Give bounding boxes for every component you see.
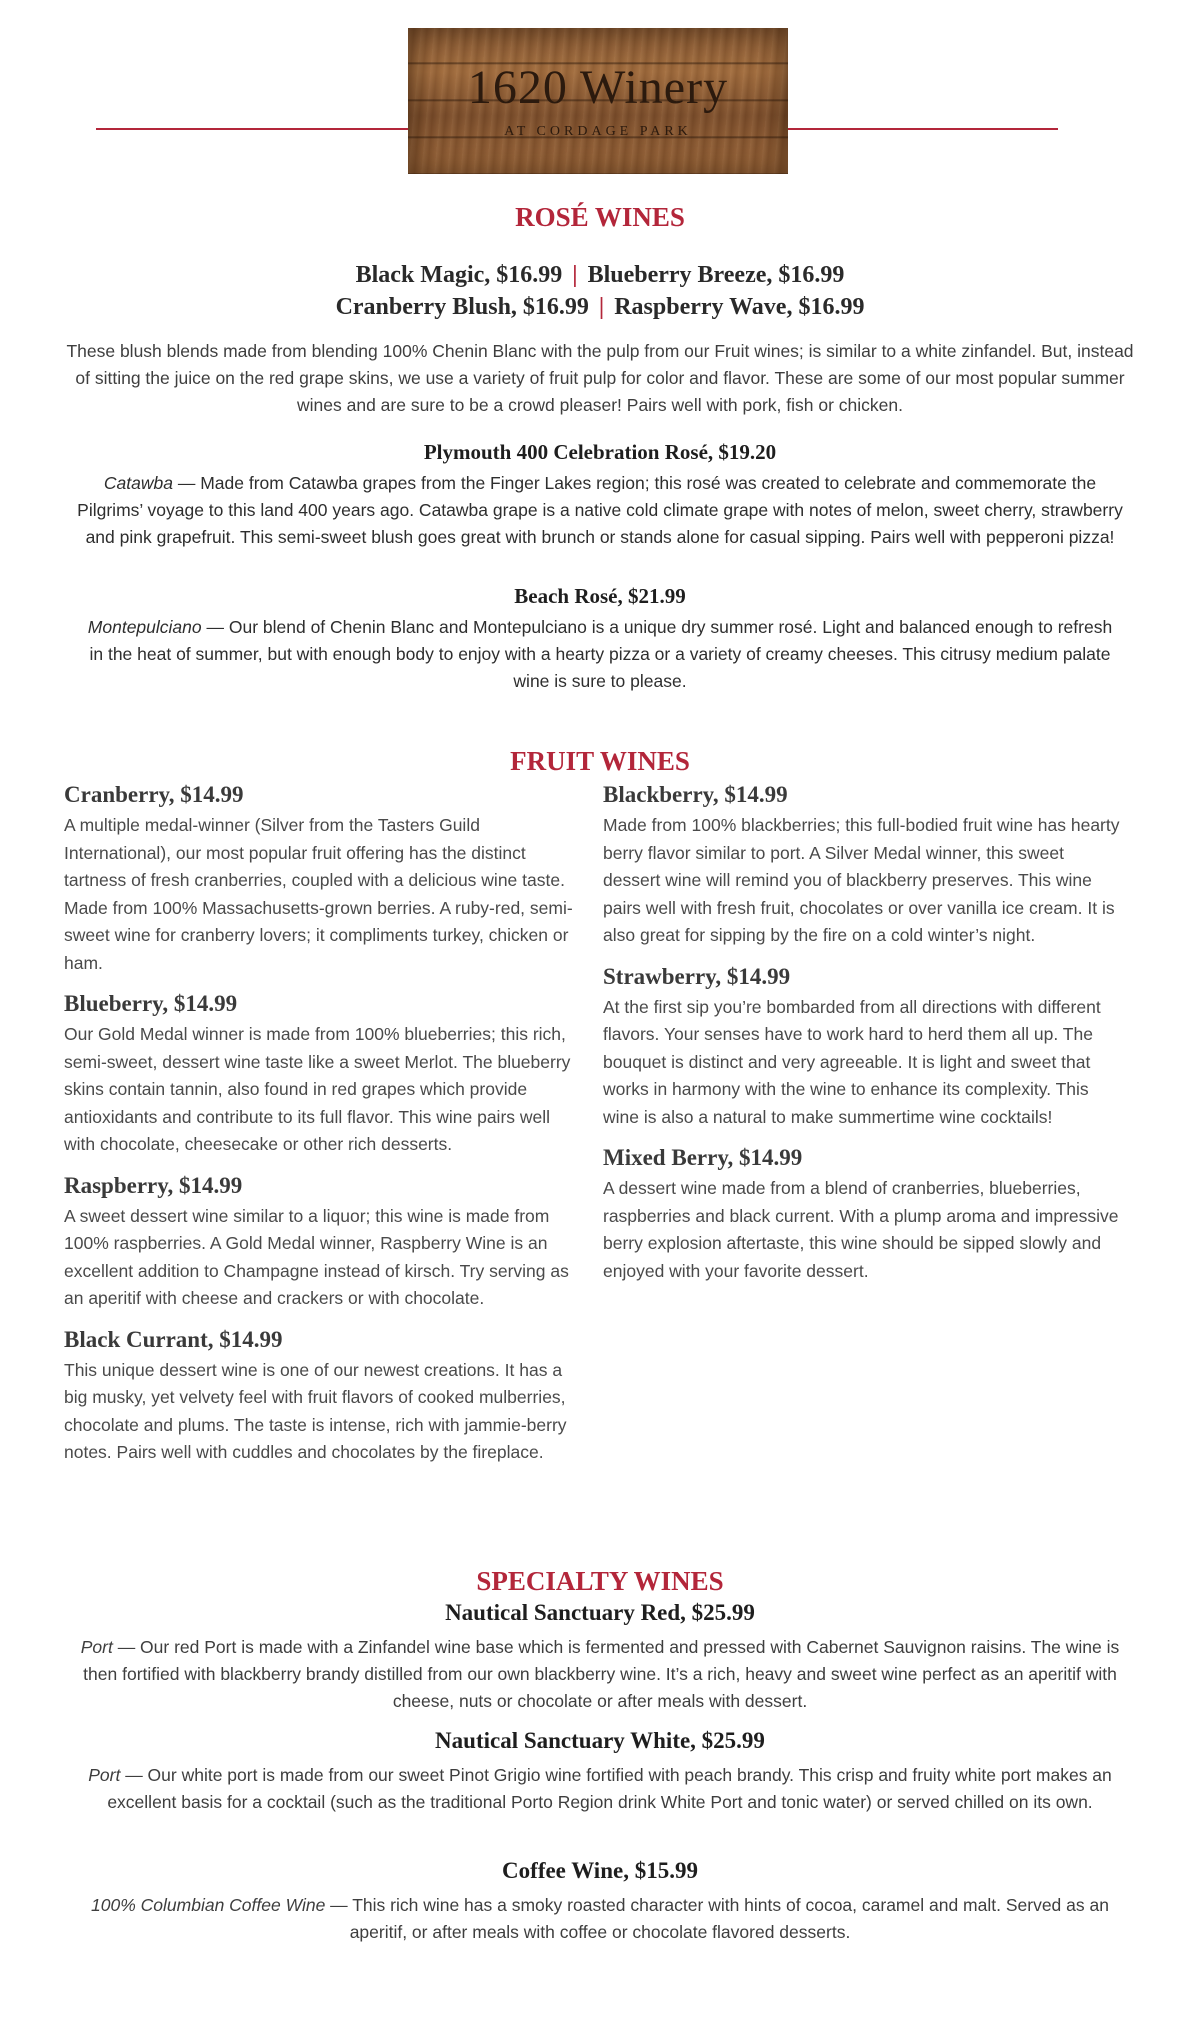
- fruit-section-title: FRUIT WINES: [510, 746, 690, 776]
- header: [0, 28, 1200, 174]
- coffee-wine-name: Coffee Wine, $15.99: [502, 1858, 698, 1883]
- winery-logo: [408, 28, 788, 174]
- fruit-wine-raspberry: [64, 1173, 584, 1313]
- wine-type: Port: [88, 1765, 121, 1785]
- wine-description: A sweet dessert wine similar to a liquor; this wine is made from 100% raspberries. A Gold Medal winner, Raspberry Wine is an excellent addition to Champagne instead of kirsch. Try serving as an aperitif with cheese and crackers or with chocolate.: [64, 1205, 569, 1308]
- description-text: — Our blend of Chenin Blanc and Montepulciano is a unique dry summer rosé. Light and balanced enough to refresh in the heat of summer, but with enough body to enjoy with a hearty pizza or a variety of creamy cheeses. This citrusy medium palate wine is sure to please.: [89, 617, 1113, 691]
- grape-variety: Catawba: [103, 473, 173, 493]
- description-text: — Our red Port is made with a Zinfandel wine base which is fermented and pressed with Cabernet Sauvignon raisins. The wine is then fortified with blackberry brandy distilled from our own blackberry wine. It’s a rich, heavy and sweet wine perfect as an aperitif with cheese, nuts or chocolate or after meals with dessert.: [83, 1637, 1120, 1711]
- coffee-wine-description: [66, 1892, 1134, 1946]
- fruit-column-left: [64, 782, 584, 1481]
- specialty-section-title: SPECIALTY WINES: [476, 1566, 724, 1596]
- description-text: — This rich wine has a smoky roasted character with hints of cocoa, caramel and malt. Served as an aperitif, or after meals with coffee or chocolate flavored desserts.: [325, 1895, 1109, 1942]
- grape-variety: Montepulciano: [87, 617, 202, 637]
- rose-line-2: [0, 294, 1200, 321]
- plymouth-rose-description: [72, 470, 1128, 551]
- wine-name: Strawberry, $14.99: [603, 963, 791, 989]
- wine-description: This unique dessert wine is one of our newest creations. It has a big musky, yet velvety feel with fruit flavors of cooked mulberries, chocolate and plums. The taste is intense, rich with jammie-berry notes. Pairs well with cuddles and chocolates by the fireplace.: [64, 1359, 567, 1462]
- specialty-red-name: Nautical Sanctuary Red, $25.99: [445, 1600, 755, 1625]
- description-text: — Made from Catawba grapes from the Finger Lakes region; this rosé was created to celebrate and commemorate the Pilgrims’ voyage to this land 400 years ago. Catawba grape is a native cold climate grape with notes of melon, sweet cherry, strawberry and pink grapefruit. This semi-sweet blush goes great with brunch or stands alone for casual sipping. Pairs well with pepperoni pizza!: [77, 473, 1123, 547]
- wine-name: Cranberry, $14.99: [64, 782, 244, 807]
- fruit-wine-blueberry: [64, 991, 584, 1159]
- logo-sub-text: AT CORDAGE PARK: [504, 124, 692, 139]
- specialty-red-description: [66, 1634, 1134, 1715]
- wine-name: Raspberry, $14.99: [64, 1172, 243, 1198]
- rose-section-title: ROSÉ WINES: [515, 202, 685, 232]
- wine-description: A multiple medal-winner (Silver from the Tasters Guild International), our most popular fruit offering has the distinct tartness of fresh cranberries, coupled with a delicious wine taste. Made from 100% Massachusetts-grown berries. A ruby-red, semi-sweet wine for cranberry lovers; it compliments turkey, chicken or ham.: [64, 815, 573, 973]
- fruit-wine-cranberry: [64, 782, 584, 977]
- specialty-white-description: [66, 1762, 1134, 1816]
- wine-description: Our Gold Medal winner is made from 100% blueberries; this rich, semi-sweet, dessert wine taste like a sweet Merlot. The blueberry skins contain tannin, also found in red grapes which provide antioxidants and contribute to its full flavor. This wine pairs well with chocolate, cheesecake or other rich desserts.: [64, 1024, 571, 1154]
- fruit-wine-black-currant: [64, 1327, 584, 1467]
- wine-name: Blueberry, $14.99: [64, 991, 238, 1016]
- wine-name: Mixed Berry, $14.99: [603, 1145, 803, 1170]
- plymouth-rose-name: Plymouth 400 Celebration Rosé, $19.20: [423, 440, 777, 464]
- rose-blend-description: These blush blends made from blending 100% Chenin Blanc with the pulp from our Fruit wines; is similar to a white zinfandel. But, instead of sitting the juice on the red grape skins, we use a variety of fruit pulp for color and flavor. These are some of our most popular summer wines and are sure to be a crowd pleaser! Pairs well with pork, fish or chicken.: [66, 341, 1134, 415]
- description-text: — Our white port is made from our sweet Pinot Grigio wine fortified with peach brandy. This crisp and fruity white port makes an excellent basis for a cocktail (such as the traditional Porto Region drink White Port and tonic water) or served chilled on its own.: [107, 1765, 1112, 1812]
- logo-main-text: 1620 Winery: [467, 61, 729, 114]
- wine-description: A dessert wine made from a blend of cranberries, blueberries, raspberries and black current. With a plump aroma and impressive berry explosion aftertaste, this wine should be sipped slowly and enjoyed with your favorite dessert.: [603, 1178, 1119, 1281]
- fruit-wine-blackberry: [603, 782, 1123, 950]
- wine-description: At the first sip you’re bombarded from all directions with different flavors. Your senses have to work hard to herd them all up. The bouquet is distinct and very agreeable. It is light and sweet that works in harmony with the wine to enhance its complexity. This wine is also a natural to make summertime wine cocktails!: [603, 996, 1101, 1127]
- wine-name: Black Currant, $14.99: [64, 1326, 283, 1352]
- wine-name: Blackberry, $14.99: [603, 782, 788, 807]
- beach-rose-name: Beach Rosé, $21.99: [514, 584, 686, 608]
- wine-type: 100% Columbian Coffee Wine: [91, 1895, 326, 1915]
- wine-type: Port: [80, 1637, 113, 1657]
- wine-name: Cranberry Blush, $16.99: [335, 294, 589, 320]
- fruit-column-right: [603, 782, 1123, 1299]
- fruit-wine-strawberry: [603, 964, 1123, 1132]
- fruit-wine-mixed-berry: [603, 1145, 1123, 1285]
- wine-name: Blueberry Breeze, $16.99: [587, 262, 845, 288]
- separator: |: [572, 262, 578, 288]
- wine-name: Raspberry Wave, $16.99: [614, 294, 865, 320]
- rose-line-1: [0, 262, 1200, 289]
- beach-rose-description: [80, 614, 1120, 695]
- wine-name: Black Magic, $16.99: [355, 262, 563, 288]
- separator: |: [598, 294, 605, 320]
- header-rule-right: [788, 128, 1058, 130]
- header-rule-left: [96, 128, 410, 130]
- specialty-white-name: Nautical Sanctuary White, $25.99: [435, 1728, 765, 1753]
- wine-description: Made from 100% blackberries; this full-bodied fruit wine has hearty berry flavor similar to port. A Silver Medal winner, this sweet dessert wine will remind you of blackberry preserves. This wine pairs well with fresh fruit, chocolates or over vanilla ice cream. It is also great for sipping by the fire on a cold winter’s night.: [603, 815, 1120, 945]
